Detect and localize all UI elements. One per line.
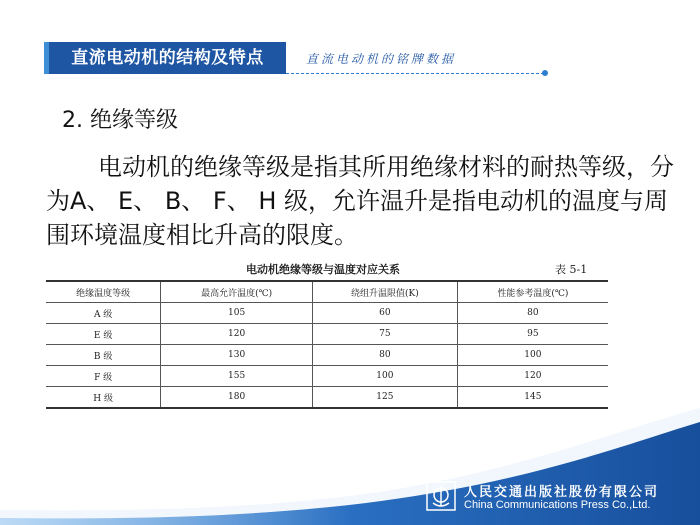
table-cell: 100	[457, 345, 608, 366]
body-paragraph	[46, 150, 676, 252]
table-row	[46, 324, 608, 345]
table-header-row	[46, 281, 608, 303]
table-cell: A 级	[46, 303, 161, 324]
table-cell: 95	[457, 324, 608, 345]
table-cell: 100	[313, 366, 458, 387]
header-divider	[286, 73, 544, 74]
header-subtitle: 直流电动机的铭牌数据	[306, 52, 457, 66]
table-cell: 120	[457, 366, 608, 387]
publisher-name-en: China Communications Press Co.,Ltd.	[464, 499, 651, 511]
table-cell: 60	[313, 303, 458, 324]
header-divider-dot	[542, 70, 548, 76]
header-banner	[44, 42, 286, 74]
table-cell: 125	[313, 387, 458, 409]
table-number: 表 5-1	[555, 263, 588, 276]
table-caption: 电动机绝缘等级与温度对应关系	[246, 263, 400, 276]
table-cell: H 级	[46, 387, 161, 409]
publisher-name-cn: 人民交通出版社股份有限公司	[464, 485, 660, 500]
table-cell: 75	[313, 324, 458, 345]
table-cell: E 级	[46, 324, 161, 345]
column-header: 性能参考温度(℃)	[457, 281, 608, 303]
column-header: 绕组升温限值(K)	[313, 281, 458, 303]
header-title: 直流电动机的结构及特点	[71, 48, 264, 68]
table-cell: 80	[313, 345, 458, 366]
table-row	[46, 345, 608, 366]
table-cell: 105	[161, 303, 313, 324]
publisher-logo-icon	[426, 481, 456, 511]
table-cell: B 级	[46, 345, 161, 366]
table-row	[46, 366, 608, 387]
table-cell: 145	[457, 387, 608, 409]
column-header: 绝缘温度等级	[46, 281, 161, 303]
table-cell: 80	[457, 303, 608, 324]
table-cell: 155	[161, 366, 313, 387]
table-cell: 180	[161, 387, 313, 409]
table-cell: 130	[161, 345, 313, 366]
body-text: 电动机的绝缘等级是指其所用绝缘材料的耐热等级，分为A、 E、 B、 F、 H 级，允许温升是指电动机的温度与周围环境温度相比升高的限度。	[46, 153, 674, 249]
column-header: 最高允许温度(℃)	[161, 281, 313, 303]
table-cell: 120	[161, 324, 313, 345]
section-heading: 2. 绝缘等级	[62, 108, 178, 133]
table-cell: F 级	[46, 366, 161, 387]
table-row	[46, 303, 608, 324]
